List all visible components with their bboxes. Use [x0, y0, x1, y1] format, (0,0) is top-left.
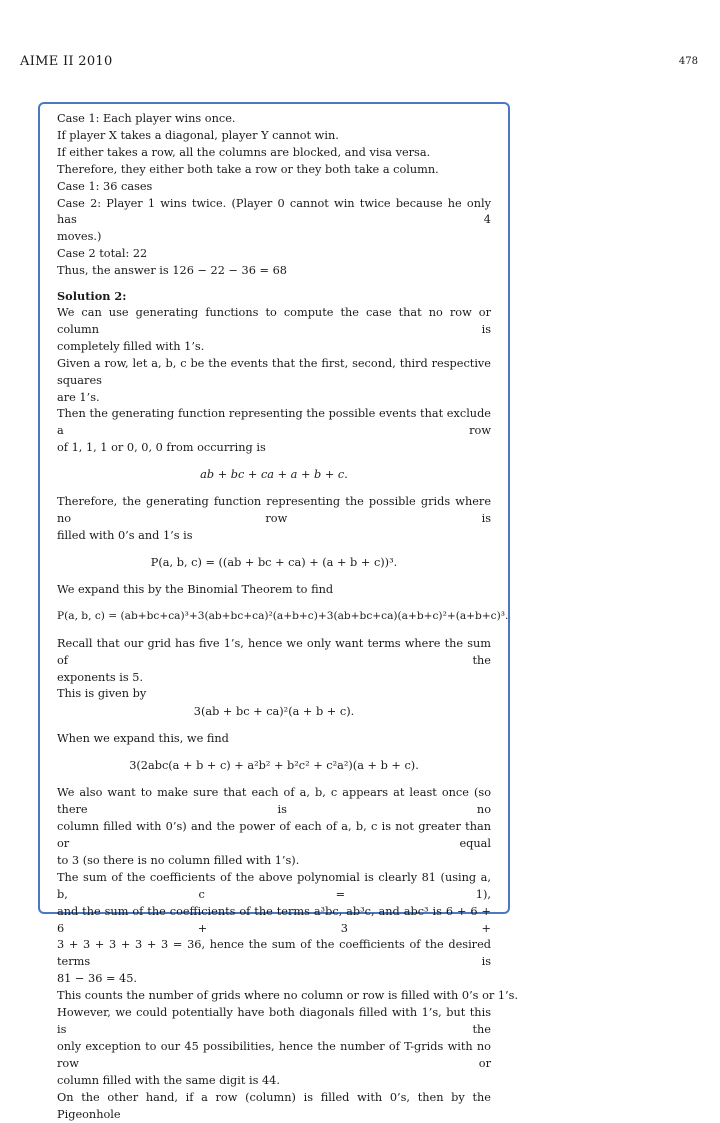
- equation-1: ab + bc + ca + a + b + c.: [200, 468, 348, 482]
- paragraph-line: exponents is 5.: [57, 670, 144, 684]
- case-line: Case 2: Player 1 wins twice. (Player 0 cannot win twice because he only has 4: [57, 196, 491, 227]
- paragraph-line: However, we could potentially have both diagonals filled with 1’s, but this is the: [57, 1006, 491, 1036]
- equation-4: 3(ab + bc + ca)²(a + b + c).: [193, 705, 355, 719]
- case-line: If player X takes a diagonal, player Y cannot win.: [57, 128, 339, 142]
- case-line: Case 1: 36 cases: [57, 179, 153, 193]
- paragraph-line: This is given by: [57, 687, 147, 701]
- solution-heading: Solution 2:: [57, 289, 127, 304]
- paragraph-line: Given a row, let a, b, c be the events that the first, second, third respective squares: [57, 356, 491, 387]
- paragraph-line: Therefore, the generating function representing the possible grids where no row is: [57, 495, 491, 526]
- case-line: If either takes a row, all the columns are blocked, and visa versa.: [57, 145, 431, 159]
- paragraph-line: 81 − 36 = 45.: [57, 972, 138, 986]
- paragraph-line: are 1’s.: [57, 390, 100, 404]
- paragraph-line: to 3 (so there is no column filled with 1’s).: [57, 853, 300, 867]
- paragraph-line: completely filled with 1’s.: [57, 339, 205, 353]
- paragraph-line: The sum of the coefficients of the above polynomial is clearly 81 (using a, b, c = 1),: [57, 870, 491, 901]
- case-line: Thus, the answer is 126 − 22 − 36 = 68: [57, 264, 287, 278]
- paragraph-line: 3 + 3 + 3 + 3 + 3 = 36, hence the sum of the coefficients of the desired terms is: [57, 938, 491, 969]
- paragraph-line: We also want to make sure that each of a, b, c appears at least once (so there is no: [57, 786, 491, 817]
- paragraph-line: column filled with 0’s) and the power of each of a, b, c is not greater than or equal: [57, 820, 491, 850]
- paragraph-line: We expand this by the Binomial Theorem to find: [57, 582, 334, 596]
- solution-box: [38, 102, 519, 1121]
- equation-2: P(a, b, c) = ((ab + bc + ca) + (a + b + c))³.: [150, 555, 398, 569]
- page-number: 478: [678, 56, 698, 67]
- running-header-title: AIME II 2010: [20, 54, 113, 69]
- equation-5: 3(2abc(a + b + c) + a²b² + b²c² + c²a²)(a + b + c).: [129, 759, 419, 773]
- paragraph-line: of 1, 1, 1 or 0, 0, 0 from occurring is: [57, 441, 266, 455]
- paragraph-line: Then the generating function representing the possible events that exclude a row: [57, 407, 491, 438]
- paragraph-line: This counts the number of grids where no column or row is filled with 0’s or 1’s.: [57, 989, 519, 1003]
- case-line: Therefore, they either both take a row or they both take a column.: [57, 162, 439, 176]
- paragraph-line: We can use generating functions to compute the case that no row or column is: [57, 305, 491, 336]
- paragraph-line: Recall that our grid has five 1’s, hence we only want terms where the sum of the: [57, 636, 491, 667]
- paragraph-line: filled with 0’s and 1’s is: [57, 528, 193, 542]
- paragraph-line: On the other hand, if a row (column) is filled with 0’s, then by the Pigeonhole: [57, 1090, 491, 1121]
- paragraph-line: When we expand this, we find: [57, 732, 229, 746]
- case-line: moves.): [57, 230, 102, 244]
- equation-3: P(a, b, c) = (ab+bc+ca)³+3(ab+bc+ca)²(a+b+c)+3(ab+bc+ca)(a+b+c)²+(a+b+c)³.: [57, 609, 509, 622]
- paragraph-line: column filled with the same digit is 44.: [57, 1073, 280, 1087]
- paragraph-line: only exception to our 45 possibilities, hence the number of T-grids with no row or: [57, 1039, 491, 1070]
- paragraph-line: and the sum of the coefficients of the terms a³bc, ab³c, and abc³ is 6 + 6 + 6 + 3 +: [57, 904, 491, 935]
- case-line: Case 1: Each player wins once.: [57, 112, 236, 125]
- case-line: Case 2 total: 22: [57, 247, 148, 261]
